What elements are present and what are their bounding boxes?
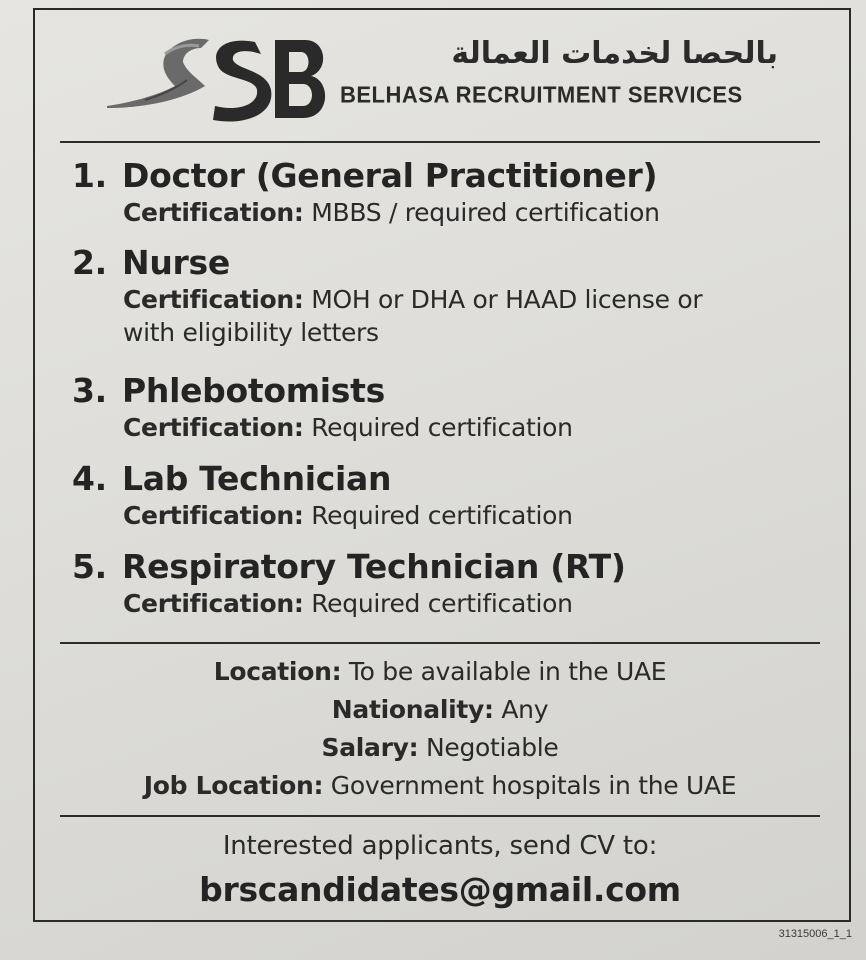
salary-label: Salary: <box>321 733 419 762</box>
job-location-value: Government hospitals in the UAE <box>323 771 737 800</box>
job-title-text: Doctor (General Practitioner) <box>122 156 658 195</box>
job-number: 3. <box>72 371 107 410</box>
salary-value: Negotiable <box>418 733 559 762</box>
job-number: 2. <box>72 243 107 282</box>
contact-email: brscandidates@gmail.com <box>199 870 681 909</box>
divider <box>60 141 820 143</box>
cert-label: Certification: <box>123 589 304 618</box>
belhasa-logo-icon <box>105 28 330 124</box>
certification <box>123 587 812 620</box>
cert-label: Certification: <box>123 413 304 442</box>
job-number: 1. <box>72 156 107 195</box>
nationality-value: Any <box>493 695 549 724</box>
certification <box>123 283 812 316</box>
cert-value: Required certification <box>303 501 573 530</box>
cert-label: Certification: <box>123 285 304 314</box>
job-title-text: Nurse <box>122 243 230 282</box>
apply-instructions: Interested applicants, send CV to: <box>222 831 658 861</box>
company-name: BELHASA RECRUITMENT SERVICES <box>340 81 743 108</box>
job-title <box>72 547 812 587</box>
location-line <box>60 656 820 688</box>
job-title-text: Respiratory Technician (RT) <box>122 547 626 586</box>
job-title <box>72 156 812 196</box>
nationality-label: Nationality: <box>331 695 494 724</box>
cert-label: Certification: <box>123 198 304 227</box>
job-item <box>72 547 812 620</box>
divider <box>60 815 820 817</box>
job-number: 5. <box>72 547 107 586</box>
job-item <box>72 371 812 444</box>
location-value: To be available in the UAE <box>341 657 667 686</box>
cert-label: Certification: <box>123 501 304 530</box>
job-item <box>72 243 812 349</box>
location-label: Location: <box>213 657 342 686</box>
job-location-line <box>60 770 820 802</box>
salary-line <box>60 732 820 764</box>
ad-reference-number: 31315006_1_1 <box>778 928 852 940</box>
job-title <box>72 243 812 283</box>
cert-value: MBBS / required certification <box>303 198 660 227</box>
certification <box>123 411 812 444</box>
job-item <box>72 156 812 229</box>
cert-value: Required certification <box>303 413 573 442</box>
job-title-text: Phlebotomists <box>122 371 385 410</box>
job-number: 4. <box>72 459 107 498</box>
job-title <box>72 459 812 499</box>
certification <box>123 499 812 532</box>
nationality-line <box>60 694 820 726</box>
cert-value: Required certification <box>303 589 573 618</box>
cert-value: MOH or DHA or HAAD license or <box>303 285 703 314</box>
job-item <box>72 459 812 532</box>
job-title-text: Lab Technician <box>122 459 392 498</box>
divider <box>60 642 820 644</box>
company-name-arabic: بالحصا لخدمات العمالة <box>451 36 778 71</box>
job-location-label: Job Location: <box>143 771 324 800</box>
certification <box>123 196 812 229</box>
cert-line2: with eligibility letters <box>123 318 379 347</box>
job-title <box>72 371 812 411</box>
